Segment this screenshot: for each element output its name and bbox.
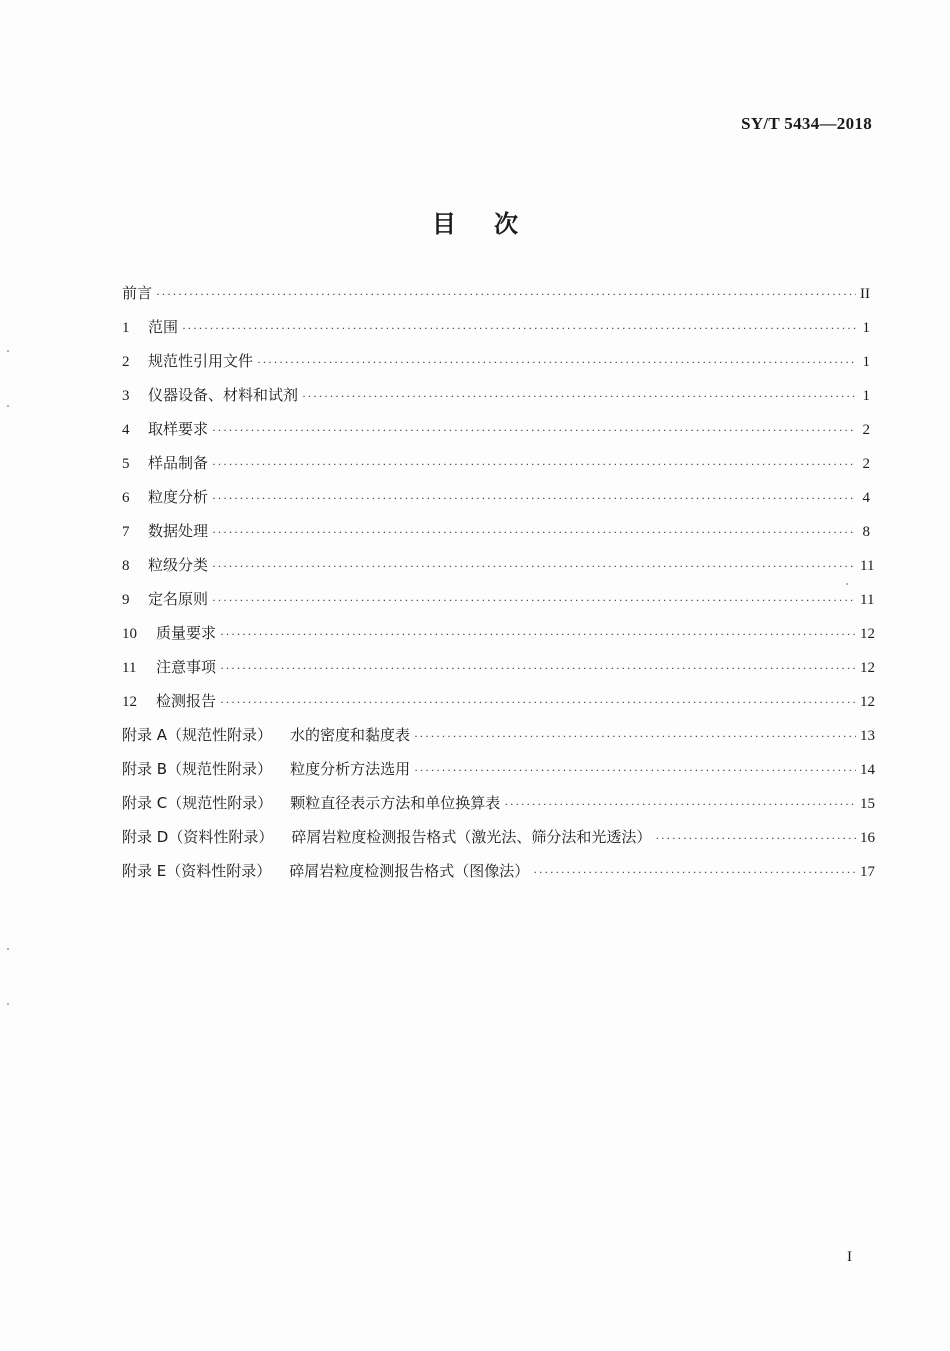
toc-appendix-e[interactable] xyxy=(122,860,875,894)
appendix-title: 水的密度和黏度表 xyxy=(290,726,411,744)
toc-entry-label: 规范性引用文件 xyxy=(148,352,254,370)
toc-list xyxy=(122,282,875,894)
toc-leader-dots xyxy=(220,627,856,642)
toc-entry-label: 样品制备 xyxy=(148,454,209,472)
scan-speck xyxy=(7,350,9,352)
toc-entry-label: 注意事项 xyxy=(156,658,217,676)
scan-speck xyxy=(846,583,848,585)
toc-appendix-a[interactable] xyxy=(122,724,875,758)
toc-leader-dots xyxy=(212,457,856,472)
toc-entry-label: 粒级分类 xyxy=(148,556,209,574)
toc-leader-dots xyxy=(212,491,856,506)
toc-leader-dots xyxy=(212,525,856,540)
toc-entry-number: 9 xyxy=(122,592,130,608)
toc-leader-dots xyxy=(212,593,856,608)
toc-entry-7[interactable] xyxy=(122,520,870,554)
toc-entry-page: 12 xyxy=(860,694,875,710)
toc-entry-number: 1 xyxy=(122,320,130,336)
toc-entry-number: 3 xyxy=(122,388,130,404)
toc-leader-dots xyxy=(156,287,856,302)
toc-entry-page: 4 xyxy=(862,490,870,506)
toc-entry-page: 1 xyxy=(862,320,870,336)
toc-entry-page: 2 xyxy=(862,456,870,472)
toc-entry-label: 仪器设备、材料和试剂 xyxy=(148,386,299,404)
toc-entry-number: 4 xyxy=(122,422,130,438)
toc-entry-label: 粒度分析 xyxy=(148,488,209,506)
toc-entry-page: 14 xyxy=(860,762,875,778)
toc-entry-page: 13 xyxy=(860,728,875,744)
toc-entry-number: 11 xyxy=(122,660,137,676)
toc-entry-number: 12 xyxy=(122,694,137,710)
toc-entry-page: 15 xyxy=(860,796,875,812)
toc-entry-page: 11 xyxy=(860,592,875,608)
toc-entry-11[interactable] xyxy=(122,656,875,690)
appendix-title: 碎屑岩粒度检测报告格式（激光法、筛分法和光透法） xyxy=(291,828,652,846)
standard-code: SY/T 5434—2018 xyxy=(741,114,872,133)
toc-title xyxy=(0,204,950,239)
appendix-prefix: 附录 A（规范性附录） xyxy=(122,726,273,744)
appendix-prefix: 附录 D（资料性附录） xyxy=(122,828,274,846)
toc-entry-6[interactable] xyxy=(122,486,870,520)
toc-entry-number: 10 xyxy=(122,626,137,642)
toc-entry-9[interactable] xyxy=(122,588,875,622)
toc-leader-dots xyxy=(414,729,856,744)
toc-entry-label: 取样要求 xyxy=(148,420,209,438)
toc-leader-dots xyxy=(220,661,856,676)
toc-entry-4[interactable] xyxy=(122,418,870,452)
toc-entry-number: 6 xyxy=(122,490,130,506)
toc-entry-2[interactable] xyxy=(122,350,870,384)
toc-entry-label: 前言 xyxy=(122,284,153,302)
scan-speck xyxy=(7,1003,9,1005)
toc-entry-page: 12 xyxy=(860,660,875,676)
toc-entry-3[interactable] xyxy=(122,384,870,418)
toc-leader-dots xyxy=(302,389,856,404)
toc-appendix-b[interactable] xyxy=(122,758,875,792)
toc-title-char-2: 次 xyxy=(494,210,518,238)
toc-entry-12[interactable] xyxy=(122,690,875,724)
toc-entry-label: 范围 xyxy=(148,318,179,336)
toc-leader-dots xyxy=(414,763,856,778)
toc-entry-preface[interactable] xyxy=(122,282,870,316)
toc-entry-page: 16 xyxy=(860,830,875,846)
toc-entry-page: 8 xyxy=(862,524,870,540)
toc-entry-number: 8 xyxy=(122,558,130,574)
toc-appendix-d[interactable] xyxy=(122,826,875,860)
toc-leader-dots xyxy=(212,559,856,574)
toc-entry-page: 12 xyxy=(860,626,875,642)
appendix-prefix: 附录 C（规范性附录） xyxy=(122,794,273,812)
scan-speck xyxy=(7,405,9,407)
toc-entry-page: 1 xyxy=(862,354,870,370)
appendix-prefix: 附录 B（规范性附录） xyxy=(122,760,273,778)
toc-entry-label: 定名原则 xyxy=(148,590,209,608)
toc-entry-number: 7 xyxy=(122,524,130,540)
toc-entry-number: 5 xyxy=(122,456,130,472)
toc-leader-dots xyxy=(257,355,856,370)
appendix-title: 粒度分析方法选用 xyxy=(290,760,411,778)
appendix-title: 碎屑岩粒度检测报告格式（图像法） xyxy=(289,862,530,880)
toc-entry-number: 2 xyxy=(122,354,130,370)
toc-entry-label: 检测报告 xyxy=(156,692,217,710)
toc-leader-dots xyxy=(533,865,856,880)
toc-entry-10[interactable] xyxy=(122,622,875,656)
toc-entry-page: II xyxy=(860,286,870,302)
appendix-title: 颗粒直径表示方法和单位换算表 xyxy=(290,794,501,812)
toc-entry-label: 质量要求 xyxy=(156,624,217,642)
toc-entry-page: 11 xyxy=(860,558,875,574)
toc-leader-dots xyxy=(212,423,856,438)
toc-title-char-1: 目 xyxy=(432,210,456,238)
page-number: I xyxy=(847,1249,852,1265)
toc-entry-page: 2 xyxy=(862,422,870,438)
toc-entry-8[interactable] xyxy=(122,554,875,588)
toc-entry-page: 17 xyxy=(860,864,875,880)
toc-entry-1[interactable] xyxy=(122,316,870,350)
toc-appendix-c[interactable] xyxy=(122,792,875,826)
toc-leader-dots xyxy=(655,831,856,846)
toc-entry-5[interactable] xyxy=(122,452,870,486)
toc-entry-page: 1 xyxy=(862,388,870,404)
toc-leader-dots xyxy=(220,695,856,710)
toc-entry-label: 数据处理 xyxy=(148,522,209,540)
toc-leader-dots xyxy=(182,321,856,336)
toc-leader-dots xyxy=(504,797,856,812)
scan-speck xyxy=(7,948,9,950)
appendix-prefix: 附录 E（资料性附录） xyxy=(122,862,272,880)
